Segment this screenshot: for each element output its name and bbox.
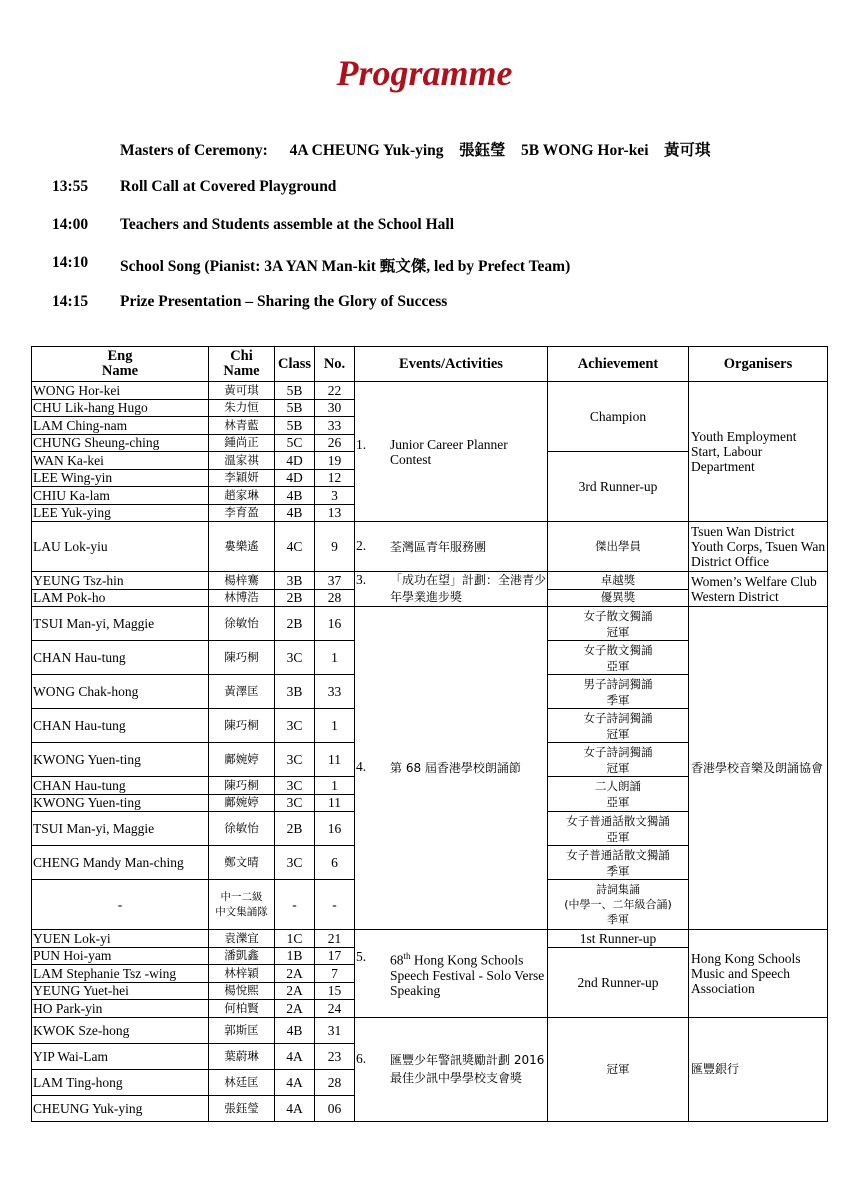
chi-name: 何柏賢 <box>209 1000 275 1018</box>
mc-value: 4A CHEUNG Yuk-ying 張鈺瑩 5B WONG Hor-kei 黃可琪 <box>289 142 711 159</box>
class-no: 1 <box>315 777 355 795</box>
event-number: 1. <box>356 436 367 452</box>
class-no: 7 <box>315 965 355 983</box>
class: 2B <box>275 812 315 846</box>
class: 5C <box>275 434 315 452</box>
class-no: 33 <box>315 675 355 709</box>
class-no: 28 <box>315 1069 355 1095</box>
class-no: 12 <box>315 469 355 487</box>
eng-name: WONG Chak-hong <box>32 675 209 709</box>
class-no: 22 <box>315 382 355 400</box>
eng-name: LAM Ting-hong <box>32 1069 209 1095</box>
eng-name: WONG Hor-kei <box>32 382 209 400</box>
achievement: 二人朗誦 亞軍 <box>548 777 689 812</box>
class-no: 16 <box>315 607 355 641</box>
achievement: 傑出學員 <box>548 522 689 572</box>
masters-of-ceremony <box>120 138 711 160</box>
chi-name: 趙家琳 <box>209 487 275 505</box>
organiser: Tsuen Wan District Youth Corps, Tsuen Wan District Office <box>689 522 828 572</box>
event-number: 2. <box>356 537 367 553</box>
class: 3B <box>275 572 315 590</box>
chi-name: 徐敏怡 <box>209 812 275 846</box>
chi-name: 黃可琪 <box>209 382 275 400</box>
eng-name: YUEN Lok-yi <box>32 930 209 948</box>
class: 3B <box>275 675 315 709</box>
chi-name: 張鈺瑩 <box>209 1095 275 1121</box>
class-no: 16 <box>315 812 355 846</box>
page-title: Programme <box>336 53 513 93</box>
header-chi-name: Chi Name <box>209 347 275 382</box>
table-row <box>32 382 828 400</box>
class: 5B <box>275 382 315 400</box>
schedule-time: 14:00 <box>52 216 89 233</box>
eng-name: LAM Ching-nam <box>32 417 209 435</box>
event-number: 5. <box>356 949 367 964</box>
event-text: 荃灣區青年服務團 <box>390 539 487 554</box>
class-no: 11 <box>315 794 355 812</box>
achievement: 女子詩詞獨誦 冠軍 <box>548 709 689 743</box>
chi-name: 鍾尚正 <box>209 434 275 452</box>
class-no: 19 <box>315 452 355 470</box>
event-6 <box>355 1017 548 1121</box>
schedule-time: 14:10 <box>52 254 89 271</box>
class-no: 28 <box>315 589 355 607</box>
eng-name: CHU Lik-hang Hugo <box>32 399 209 417</box>
chi-name: 陳巧桐 <box>209 777 275 795</box>
chi-name: 林青藍 <box>209 417 275 435</box>
organiser: Women’s Welfare Club Western District <box>689 572 828 607</box>
class: 3C <box>275 846 315 880</box>
event-1 <box>355 382 548 522</box>
chi-name: 葉蔚琳 <box>209 1043 275 1069</box>
class: 2A <box>275 1000 315 1018</box>
chi-name: 中一二級 中文集誦隊 <box>209 880 275 930</box>
chi-name: 黃澤匡 <box>209 675 275 709</box>
class: 4C <box>275 522 315 572</box>
event-text: 第 68 屆香港學校朗誦節 <box>390 761 521 775</box>
table-row <box>32 607 828 641</box>
class: 2B <box>275 607 315 641</box>
class: 4A <box>275 1043 315 1069</box>
class-no: 9 <box>315 522 355 572</box>
chi-name: 林博浩 <box>209 589 275 607</box>
schedule-time: 13:55 <box>52 178 89 195</box>
event-text: 匯豐少年警訊獎勵計劃 2016 最佳少訊中學學校支會獎 <box>390 1053 545 1085</box>
table-row <box>32 1017 828 1043</box>
class: 2B <box>275 589 315 607</box>
event-text: Junior Career Planner Contest <box>390 436 508 467</box>
eng-name: HO Park-yin <box>32 1000 209 1018</box>
event-2 <box>355 522 548 572</box>
event-number: 3. <box>356 572 367 587</box>
chi-name: 鄭文晴 <box>209 846 275 880</box>
eng-name: TSUI Man-yi, Maggie <box>32 812 209 846</box>
eng-name: CHUNG Sheung-ching <box>32 434 209 452</box>
mc-label: Masters of Ceremony: <box>120 142 268 159</box>
class: 4A <box>275 1095 315 1121</box>
class: 3C <box>275 794 315 812</box>
class-no: 26 <box>315 434 355 452</box>
schedule-time: 14:15 <box>52 293 89 310</box>
class: 4D <box>275 452 315 470</box>
chi-name: 袁濼宜 <box>209 930 275 948</box>
event-4 <box>355 607 548 930</box>
eng-name: TSUI Man-yi, Maggie <box>32 607 209 641</box>
class-no: 11 <box>315 743 355 777</box>
class-no: 3 <box>315 487 355 505</box>
table-row <box>32 572 828 590</box>
eng-name: LEE Wing-yin <box>32 469 209 487</box>
class-no: 21 <box>315 930 355 948</box>
chi-name: 楊梓騫 <box>209 572 275 590</box>
eng-name: LAM Stephanie Tsz -wing <box>32 965 209 983</box>
achievement: 3rd Runner-up <box>548 452 689 522</box>
class: 4D <box>275 469 315 487</box>
header-eng-name: Eng Name <box>32 347 209 382</box>
eng-name: KWONG Yuen-ting <box>32 794 209 812</box>
event-number: 4. <box>356 759 367 774</box>
eng-name: LEE Yuk-ying <box>32 504 209 522</box>
event-5 <box>355 930 548 1018</box>
eng-name: CHEUNG Yuk-ying <box>32 1095 209 1121</box>
achievement: Champion <box>548 382 689 452</box>
achievement: 1st Runner-up <box>548 930 689 948</box>
chi-name: 李穎妍 <box>209 469 275 487</box>
eng-name: - <box>32 880 209 930</box>
event-3 <box>355 572 548 607</box>
event-text: 68th Hong Kong Schools Speech Festival - Solo Verse Speaking <box>390 951 545 998</box>
class: 3C <box>275 709 315 743</box>
class: 3C <box>275 743 315 777</box>
class-no: 17 <box>315 947 355 965</box>
achievement: 詩詞集誦 (中學一、二年級合誦) 季軍 <box>548 880 689 930</box>
eng-name: CHIU Ka-lam <box>32 487 209 505</box>
eng-name: WAN Ka-kei <box>32 452 209 470</box>
schedule-desc: School Song (Pianist: 3A YAN Man-kit 甄文傑, led by Prefect Team) <box>120 258 571 275</box>
class: - <box>275 880 315 930</box>
eng-name: YEUNG Tsz-hin <box>32 572 209 590</box>
achievement: 優異獎 <box>548 589 689 607</box>
eng-name: LAM Pok-ho <box>32 589 209 607</box>
achievement: 女子散文獨誦 亞軍 <box>548 641 689 675</box>
chi-name: 潘凱鑫 <box>209 947 275 965</box>
class-no: 37 <box>315 572 355 590</box>
class: 4B <box>275 1017 315 1043</box>
schedule-desc: Teachers and Students assemble at the School Hall <box>120 216 454 233</box>
organiser: 匯豐銀行 <box>689 1017 828 1121</box>
eng-name: YEUNG Yuet-hei <box>32 982 209 1000</box>
eng-name: LAU Lok-yiu <box>32 522 209 572</box>
class: 4A <box>275 1069 315 1095</box>
chi-name: 李育盈 <box>209 504 275 522</box>
chi-name: 楊悅熙 <box>209 982 275 1000</box>
schedule-desc: Prize Presentation – Sharing the Glory of Success <box>120 293 448 310</box>
organiser: Hong Kong Schools Music and Speech Association <box>689 930 828 1018</box>
achievement: 女子普通話散文獨誦 亞軍 <box>548 812 689 846</box>
class-no: 13 <box>315 504 355 522</box>
event-number: 6. <box>356 1051 367 1066</box>
class: 2A <box>275 965 315 983</box>
chi-name: 溫家祺 <box>209 452 275 470</box>
class-no: 24 <box>315 1000 355 1018</box>
class: 3C <box>275 777 315 795</box>
achievement: 卓越獎 <box>548 572 689 590</box>
eng-name: KWONG Yuen-ting <box>32 743 209 777</box>
chi-name: 朱力恒 <box>209 399 275 417</box>
eng-name: CHAN Hau-tung <box>32 641 209 675</box>
class-no: 30 <box>315 399 355 417</box>
class-no: 31 <box>315 1017 355 1043</box>
class-no: 06 <box>315 1095 355 1121</box>
chi-name: 鄺婉婷 <box>209 743 275 777</box>
chi-name: 鄺婉婷 <box>209 794 275 812</box>
class-no: 6 <box>315 846 355 880</box>
prize-table <box>31 346 828 1122</box>
eng-name: YIP Wai-Lam <box>32 1043 209 1069</box>
chi-name: 陳巧桐 <box>209 641 275 675</box>
eng-name: CHAN Hau-tung <box>32 709 209 743</box>
class-no: 23 <box>315 1043 355 1069</box>
achievement: 2nd Runner-up <box>548 947 689 1017</box>
header-achievement: Achievement <box>548 347 689 382</box>
organiser: 香港學校音樂及朗誦協會 <box>689 607 828 930</box>
class-no: 15 <box>315 982 355 1000</box>
chi-name: 林梓穎 <box>209 965 275 983</box>
chi-name: 婁樂遙 <box>209 522 275 572</box>
chi-name: 林廷匡 <box>209 1069 275 1095</box>
class-no: 1 <box>315 709 355 743</box>
eng-name: PUN Hoi-yam <box>32 947 209 965</box>
event-text: 「成功在望」計劃：全港青少年學業進步獎 <box>390 573 547 604</box>
header-events: Events/Activities <box>355 347 548 382</box>
table-row <box>32 930 828 948</box>
class-no: - <box>315 880 355 930</box>
class: 3C <box>275 641 315 675</box>
header-organisers: Organisers <box>689 347 828 382</box>
header-class: Class <box>275 347 315 382</box>
eng-name: KWOK Sze-hong <box>32 1017 209 1043</box>
table-header-row <box>32 347 828 382</box>
achievement: 女子散文獨誦 冠軍 <box>548 607 689 641</box>
organiser: Youth Employment Start, Labour Department <box>689 382 828 522</box>
schedule-desc: Roll Call at Covered Playground <box>120 178 337 195</box>
header-no: No. <box>315 347 355 382</box>
class: 4B <box>275 504 315 522</box>
eng-name: CHAN Hau-tung <box>32 777 209 795</box>
class-no: 33 <box>315 417 355 435</box>
achievement: 女子普通話散文獨誦 季軍 <box>548 846 689 880</box>
chi-name: 陳巧桐 <box>209 709 275 743</box>
chi-name: 徐敏怡 <box>209 607 275 641</box>
class: 5B <box>275 399 315 417</box>
class: 4B <box>275 487 315 505</box>
achievement: 男子詩詞獨誦 季軍 <box>548 675 689 709</box>
class: 5B <box>275 417 315 435</box>
class: 1B <box>275 947 315 965</box>
class-no: 1 <box>315 641 355 675</box>
table-row <box>32 522 828 572</box>
class: 2A <box>275 982 315 1000</box>
class: 1C <box>275 930 315 948</box>
chi-name: 郭斯匡 <box>209 1017 275 1043</box>
eng-name: CHENG Mandy Man-ching <box>32 846 209 880</box>
achievement: 冠軍 <box>548 1017 689 1121</box>
achievement: 女子詩詞獨誦 冠軍 <box>548 743 689 777</box>
